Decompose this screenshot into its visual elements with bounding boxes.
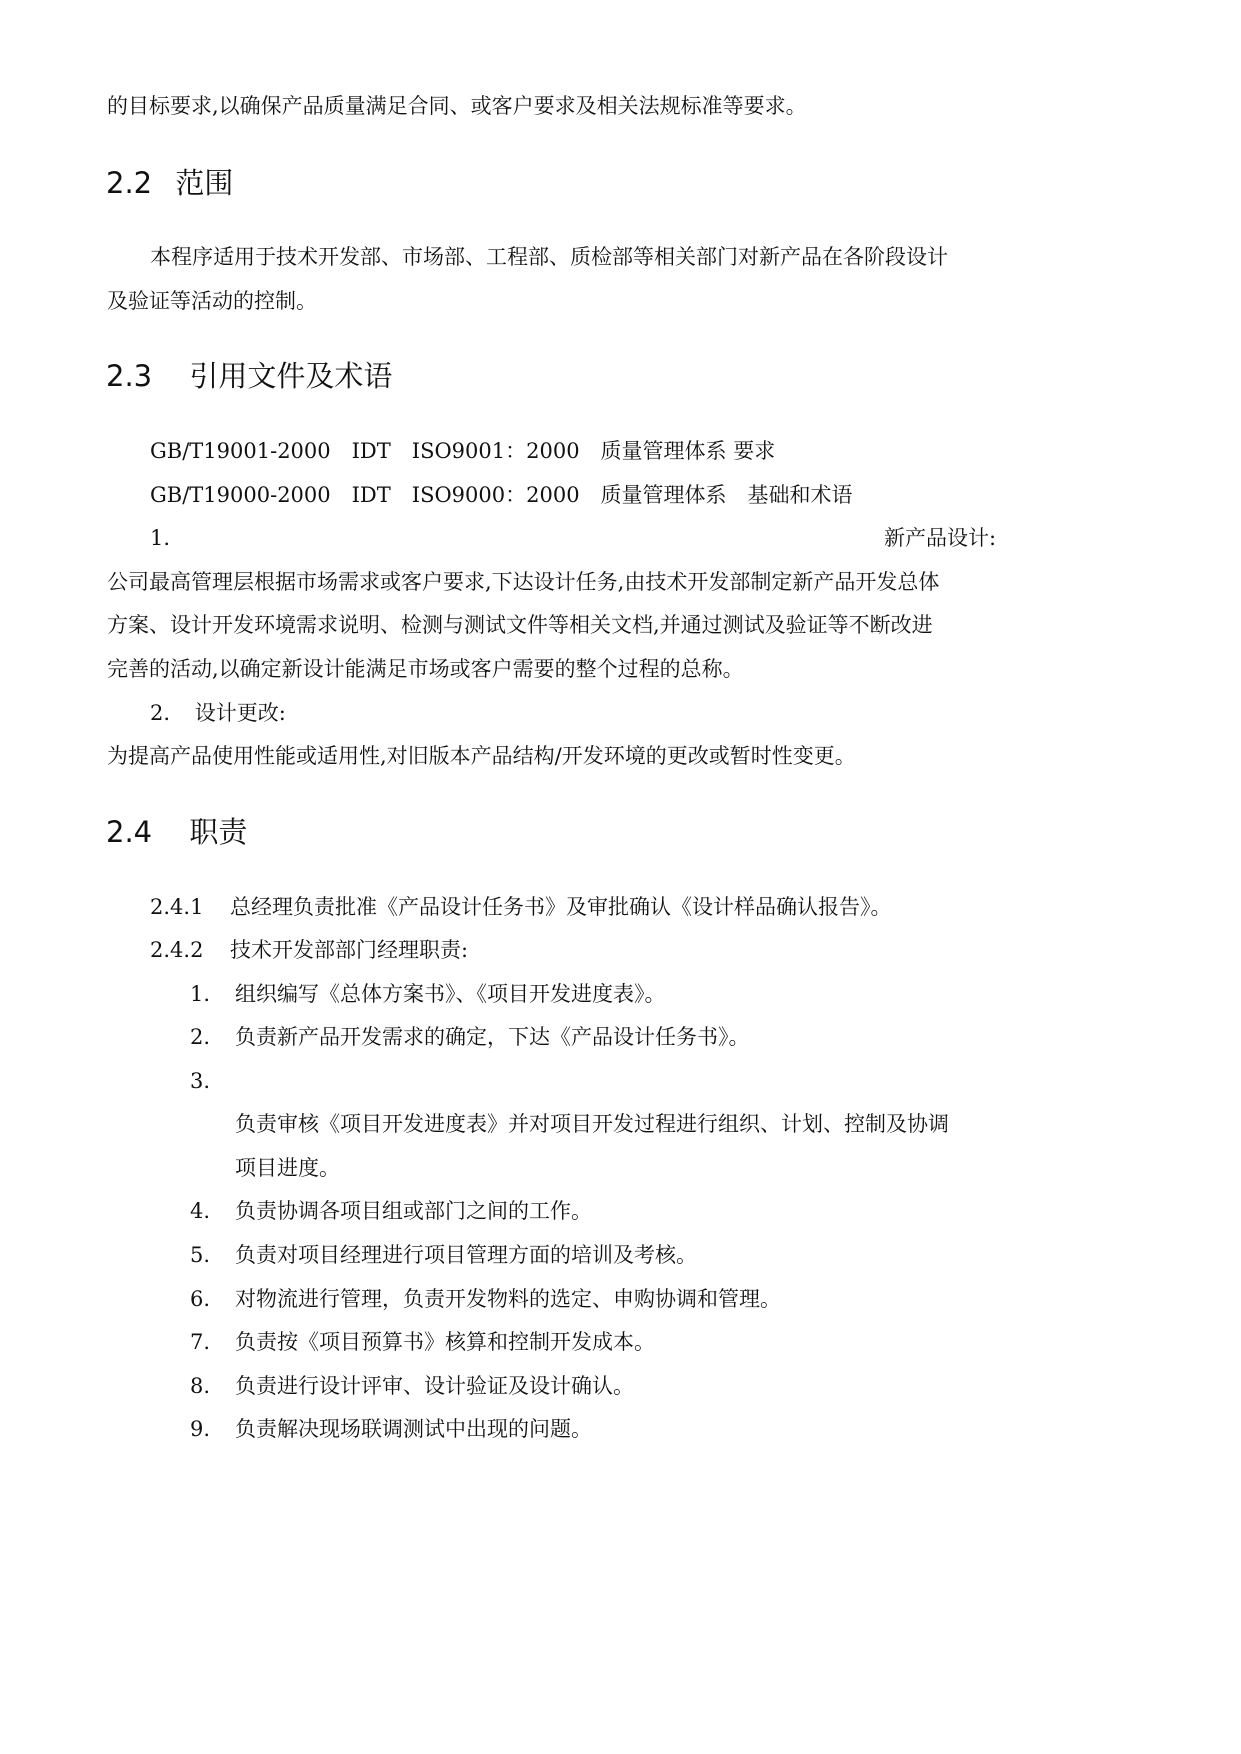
duty-item-5 (190, 1241, 697, 1269)
duty-text: 组织编写《总体方案书》、《项目开发进度表》。 (235, 982, 666, 1006)
scope-para-line2: 及验证等活动的控制。 (107, 289, 317, 313)
duty-text: 负责对项目经理进行项目管理方面的培训及考核。 (235, 1243, 697, 1267)
duty-item-3-line1: 负责审核《项目开发进度表》并对项目开发过程进行组织、计划、控制及协调 (235, 1112, 949, 1136)
duty-item-2 (190, 1023, 750, 1051)
term-1-line: 方案、设计开发环境需求说明、检测与测试文件等相关文档,并通过测试及验证等不断改进 (107, 613, 933, 637)
section-number: 2.4 (106, 815, 153, 849)
reference-1: GB/T19001-2000 IDT ISO9001：2000 质量管理体系 要求 (150, 439, 776, 463)
intro-tail: 的目标要求,以确保产品质量满足合同、或客户要求及相关法规标准等要求。 (107, 94, 807, 118)
item-2-4-2 (150, 936, 468, 964)
section-2-3-heading (106, 358, 392, 394)
duty-text: 负责解决现场联调测试中出现的问题。 (235, 1417, 592, 1441)
scope-para-line1: 本程序适用于技术开发部、市场部、工程部、质检部等相关部门对新产品在各阶段设计 (150, 245, 948, 269)
item-text: 总经理负责批准《产品设计任务书》及审批确认《设计样品确认报告》。 (230, 895, 892, 919)
section-title: 范围 (175, 166, 234, 200)
section-number: 2.3 (106, 359, 153, 393)
duty-item-4 (190, 1197, 592, 1225)
item-2-4-1 (150, 893, 892, 921)
reference-2: GB/T19000-2000 IDT ISO9000：2000 质量管理体系 基础和术语 (150, 483, 853, 507)
term-1-line: 公司最高管理层根据市场需求或客户要求,下达设计任务,由技术开发部制定新产品开发总体 (107, 570, 940, 594)
item-number: 2.4.2 (150, 938, 204, 962)
duty-item-3-line2: 项目进度。 (235, 1156, 340, 1180)
section-2-4-heading (106, 814, 247, 850)
duty-number: 7. (190, 1330, 211, 1354)
item-number: 2.4.1 (150, 895, 204, 919)
duty-number: 2. (190, 1025, 211, 1049)
term-2-label: 设计更改: (194, 701, 286, 725)
section-number: 2.2 (106, 166, 153, 200)
duty-text: 负责按《项目预算书》核算和控制开发成本。 (235, 1330, 655, 1354)
duty-text: 负责进行设计评审、设计验证及设计确认。 (235, 1374, 634, 1398)
duty-item-7 (190, 1328, 655, 1356)
duty-number: 8. (190, 1374, 211, 1398)
term-1-line: 完善的活动,以确定新设计能满足市场或客户需要的整个过程的总称。 (107, 657, 744, 681)
duty-text: 负责新产品开发需求的确定，下达《产品设计任务书》。 (235, 1025, 750, 1049)
term-1-number: 1. (150, 526, 171, 550)
section-title: 引用文件及术语 (189, 359, 393, 393)
term-2-number: 2. (150, 701, 171, 725)
duty-item-9 (190, 1415, 592, 1443)
section-title: 职责 (189, 815, 248, 849)
duty-text: 对物流进行管理，负责开发物料的选定、申购协调和管理。 (235, 1287, 781, 1311)
duty-number: 4. (190, 1199, 211, 1223)
section-2-2-heading (106, 165, 233, 201)
duty-number: 9. (190, 1417, 211, 1441)
duty-number: 6. (190, 1287, 211, 1311)
duty-item-3-number: 3. (190, 1069, 211, 1093)
term-2-line: 为提高产品使用性能或适用性,对旧版本产品结构/开发环境的更改或暂时性变更。 (107, 744, 856, 768)
duty-number: 1. (190, 982, 211, 1006)
duty-item-1 (190, 980, 666, 1008)
item-text: 技术开发部部门经理职责: (230, 938, 469, 962)
duty-text: 负责协调各项目组或部门之间的工作。 (235, 1199, 592, 1223)
term-1-label: 新产品设计: (884, 526, 997, 550)
duty-item-6 (190, 1285, 781, 1313)
term-2-heading (150, 699, 286, 727)
duty-number: 5. (190, 1243, 211, 1267)
duty-item-8 (190, 1372, 634, 1400)
